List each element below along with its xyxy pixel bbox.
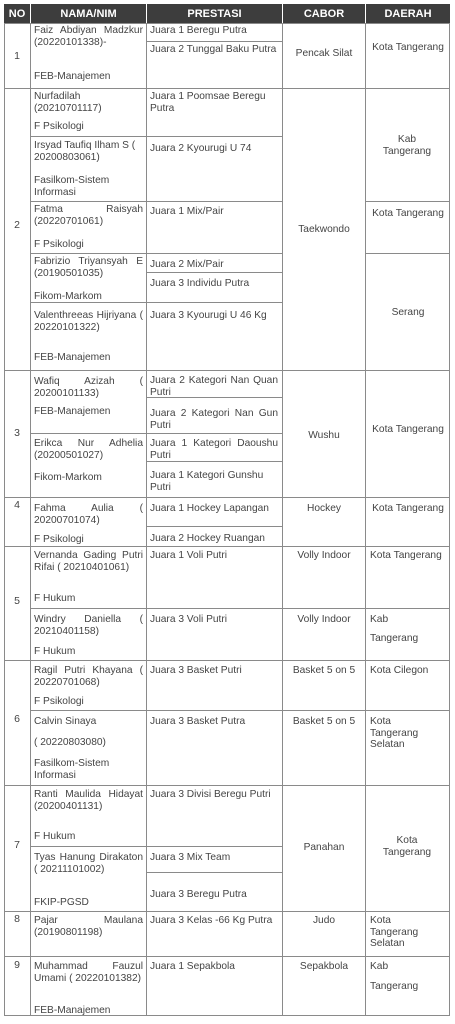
achievement: Juara 1 Mix/Pair <box>150 206 224 217</box>
row-divider <box>4 497 450 498</box>
faculty: F Psikologi <box>34 239 84 250</box>
cell-divider <box>365 201 450 202</box>
sport: Wushu <box>308 430 340 441</box>
row-number: 2 <box>14 219 20 231</box>
athlete-name: Erikca Nur Adhelia (20200501027) <box>34 438 143 461</box>
achievement: Juara 3 Voli Putri <box>150 614 228 625</box>
achievement: Juara 3 Basket Putri <box>150 665 242 676</box>
athlete-name: Pajar Maulana (20190801198) <box>34 915 143 938</box>
row-number: 4 <box>14 499 20 511</box>
region: Tangerang <box>370 633 419 644</box>
row-number: 5 <box>14 595 20 607</box>
cell-divider <box>30 710 450 711</box>
athlete-name: Vernanda Gading Putri Rifai ( 20210401061) <box>34 550 143 573</box>
athlete-name: Tyas Hanung Dirakaton ( 20211101002) <box>34 852 143 875</box>
sport: Basket 5 on 5 <box>292 665 356 676</box>
faculty: FEB-Manajemen <box>34 352 111 363</box>
athlete-name: Ragil Putri Khayana ( 20220701068) <box>34 665 143 688</box>
achievement: Juara 1 Poomsae Beregu Putra <box>150 91 266 114</box>
athlete-name: Irsyad Taufiq Ilham S ( 20200803061) <box>34 140 136 163</box>
faculty: F Psikologi <box>34 121 84 132</box>
achievement-table <box>4 4 450 1016</box>
cell-divider <box>146 872 282 873</box>
cell-divider <box>30 433 282 434</box>
faculty: FEB-Manajemen <box>34 71 111 82</box>
row-number: 7 <box>14 839 20 851</box>
athlete-name: Wafiq Azizah ( 20200101133) <box>34 376 143 399</box>
row-number: 9 <box>14 959 20 971</box>
region: Kota Tangerang <box>372 503 444 514</box>
athlete-name: Fabrizio Triyansyah E (20190501035) <box>34 256 143 279</box>
row-divider <box>4 785 450 786</box>
achievement: Juara 2 Kategori Nan Quan Putri <box>150 375 278 398</box>
achievement: Juara 2 Kyourugi U 74 <box>150 143 252 154</box>
region: Kota Tangerang <box>382 835 432 858</box>
athlete-name: Fahma Aulia ( 20200701074) <box>34 503 143 526</box>
region: Kab <box>370 961 389 972</box>
region: Kota Tangerang <box>372 424 444 435</box>
achievement: Juara 3 Divisi Beregu Putri <box>150 789 271 800</box>
cell-divider <box>146 272 282 273</box>
cell-divider <box>365 253 450 254</box>
sport: Basket 5 on 5 <box>292 716 356 727</box>
achievement: Juara 2 Kategori Nan Gun Putri <box>150 408 278 431</box>
region: Kota Tangerang <box>372 42 444 53</box>
header-nama: NAMA/NIM <box>31 4 146 23</box>
region: Kab <box>370 614 389 625</box>
region: Kab Tangerang <box>382 134 432 157</box>
row-divider <box>4 546 450 547</box>
faculty: F Psikologi <box>34 534 84 545</box>
region: Kota Tangerang Selatan <box>370 915 419 950</box>
row-divider <box>4 911 450 912</box>
row-divider <box>4 956 450 957</box>
achievement: Juara 2 Hockey Ruangan <box>150 533 265 544</box>
row-divider <box>4 660 450 661</box>
athlete-name: Fatma Raisyah (20220701061) <box>34 204 143 227</box>
sport: Volly Indoor <box>297 614 351 625</box>
achievement: Juara 1 Beregu Putra <box>150 25 247 36</box>
faculty: Fikom-Markom <box>34 291 102 302</box>
achievement: Juara 3 Beregu Putra <box>150 889 247 900</box>
sport: Panahan <box>303 842 345 853</box>
athlete-name: Nurfadilah (20210701117) <box>34 91 102 114</box>
region: Kota Cilegon <box>370 665 429 676</box>
sport: Taekwondo <box>298 224 350 235</box>
achievement: Juara 1 Voli Putri <box>150 550 228 561</box>
sport: Volly Indoor <box>297 550 351 561</box>
sport: Sepakbola <box>299 961 349 972</box>
col-divider <box>365 23 366 1016</box>
achievement: Juara 3 Individu Putra <box>150 278 250 289</box>
col-divider <box>146 23 147 1016</box>
athlete-nim: ( 20220803080) <box>34 737 106 748</box>
faculty: FKIP-PGSD <box>34 897 89 908</box>
cell-divider <box>30 608 450 609</box>
col-divider <box>282 23 283 1016</box>
cell-divider <box>30 253 282 254</box>
athlete-name: Valenthreeas Hijriyana ( 20220101322) <box>34 310 143 333</box>
achievement: Juara 2 Tunggal Baku Putra <box>150 44 277 55</box>
cell-divider <box>146 526 282 527</box>
achievement: Juara 3 Kyourugi U 46 Kg <box>150 310 267 321</box>
row-number: 1 <box>14 50 20 62</box>
row-number: 6 <box>14 713 20 725</box>
row-number: 8 <box>14 913 20 925</box>
achievement: Juara 1 Hockey Lapangan <box>150 503 269 514</box>
faculty: FEB-Manajemen <box>34 1005 111 1016</box>
achievement: Juara 2 Mix/Pair <box>150 259 224 270</box>
cell-divider <box>30 846 282 847</box>
cell-divider <box>146 41 282 42</box>
achievement: Juara 3 Basket Putra <box>150 716 246 727</box>
faculty: Fikom-Markom <box>34 472 102 483</box>
athlete-name: Muhammad Fauzul Umami ( 20220101382) <box>34 961 143 984</box>
cell-divider <box>30 201 282 202</box>
region: Kota Tangerang <box>372 208 444 219</box>
region: Kota Tangerang <box>370 550 442 561</box>
sport: Judo <box>312 915 336 926</box>
cell-divider <box>30 136 282 137</box>
faculty: FEB-Manajemen <box>34 406 111 417</box>
faculty: F Hukum <box>34 593 76 604</box>
achievement: Juara 1 Kategori Daoushu Putri <box>150 438 278 461</box>
achievement: Juara 1 Sepakbola <box>150 961 235 972</box>
header-cabor: CABOR <box>283 4 365 23</box>
achievement: Juara 1 Kategori Gunshu Putri <box>150 470 264 493</box>
achievement: Juara 3 Mix Team <box>150 852 231 863</box>
faculty: Fasilkom-Sistem Informasi <box>34 175 110 198</box>
athlete-name: Faiz Abdiyan Madzkur (20220101338)- <box>34 25 143 48</box>
header-no: NO <box>4 4 30 23</box>
row-divider <box>4 88 450 89</box>
row-number: 3 <box>14 427 20 439</box>
sport: Pencak Silat <box>295 48 353 59</box>
region: Tangerang <box>370 981 419 992</box>
faculty: F Hukum <box>34 831 76 842</box>
region: Serang <box>391 307 425 318</box>
header-daerah: DAERAH <box>366 4 450 23</box>
sport: Hockey <box>307 503 341 514</box>
faculty: Fasilkom-Sistem Informasi <box>34 758 110 781</box>
faculty: F Psikologi <box>34 696 84 707</box>
achievement: Juara 3 Kelas -66 Kg Putra <box>150 915 273 926</box>
athlete-name: Calvin Sinaya <box>34 716 97 727</box>
header-prestasi: PRESTASI <box>147 4 282 23</box>
region: Kota Tangerang Selatan <box>370 716 419 751</box>
row-divider <box>4 370 450 371</box>
col-divider <box>30 23 31 1016</box>
athlete-name: Ranti Maulida Hidayat (20200401131) <box>34 789 143 812</box>
faculty: F Hukum <box>34 646 76 657</box>
athlete-name: Windry Daniella ( 20210401158) <box>34 614 143 637</box>
